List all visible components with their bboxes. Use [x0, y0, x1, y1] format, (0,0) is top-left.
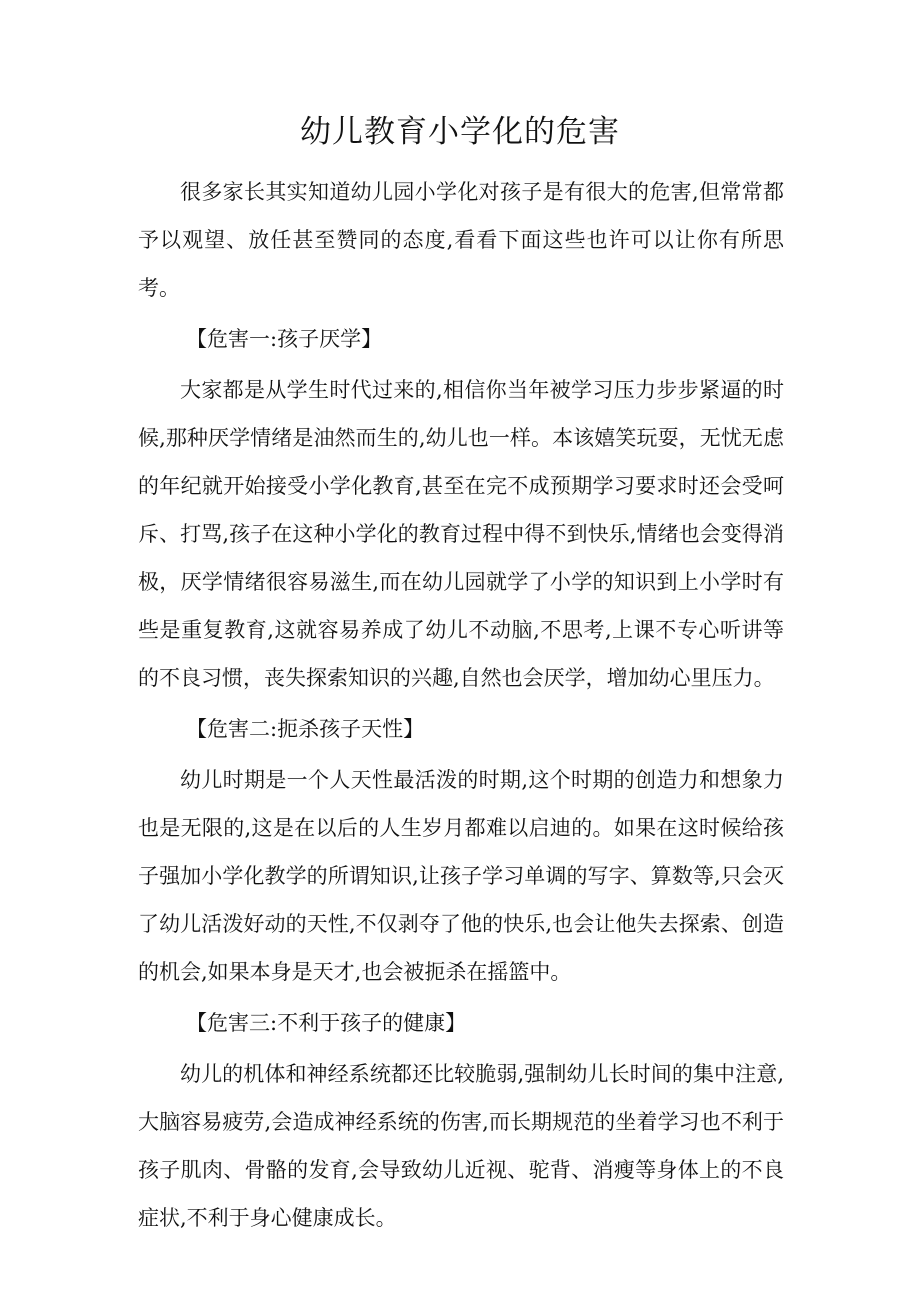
document-body — [138, 168, 784, 1242]
section-heading-3: 【危害三:不利于孩子的健康】 — [186, 1011, 467, 1035]
section-heading-1: 【危害一:孩子厌学】 — [186, 327, 383, 351]
section-body-2: 幼儿时期是一个人天性最活泼的时期,这个时期的创造力和想象力也是无限的,这是在以后的人生岁月都难以启迪的。如果在这时候给孩子强加小学化教学的所谓知识,让孩子学习单调的写字、算数等,只会灭了幼儿活泼好动的天性,不仅剥夺了他的快乐,也会让他失去探索、创造的机会,如果本身是天才,也会被扼杀在摇篮中。 — [138, 768, 784, 984]
section-heading-2: 【危害二:扼杀孩子天性】 — [186, 717, 425, 741]
section-body-1: 大家都是从学生时代过来的,相信你当年被学习压力步步紧逼的时候,那种厌学情绪是油然而生的,幼儿也一样。本该嬉笑玩耍，无忧无虑的年纪就开始接受小学化教育,甚至在完不成预期学习要求时还会受呵斥、打骂,孩子在这种小学化的教育过程中得不到快乐,情绪也会变得消极，厌学情绪很容易滋生,而在幼儿园就学了小学的知识到上小学时有些是重复教育,这就容易养成了幼儿不动脑,不思考,上课不专心听讲等的不良习惯，丧失探索知识的兴趣,自然也会厌学，增加幼心里压力。 — [138, 378, 784, 690]
document-title: 幼儿教育小学化的危害 — [300, 114, 620, 150]
intro-paragraph: 很多家长其实知道幼儿园小学化对孩子是有很大的危害,但常常都予以观望、放任甚至赞同的态度,看看下面这些也许可以让你有所思考。 — [138, 180, 784, 300]
section-body-3: 幼儿的机体和神经系统都还比较脆弱,强制幼儿长时间的集中注意,大脑容易疲劳,会造成神经系统的伤害,而长期规范的坐着学习也不利于孩子肌肉、骨骼的发育,会导致幼儿近视、驼背、消瘦等身体上的不良症状,不利于身心健康成长。 — [138, 1062, 784, 1230]
